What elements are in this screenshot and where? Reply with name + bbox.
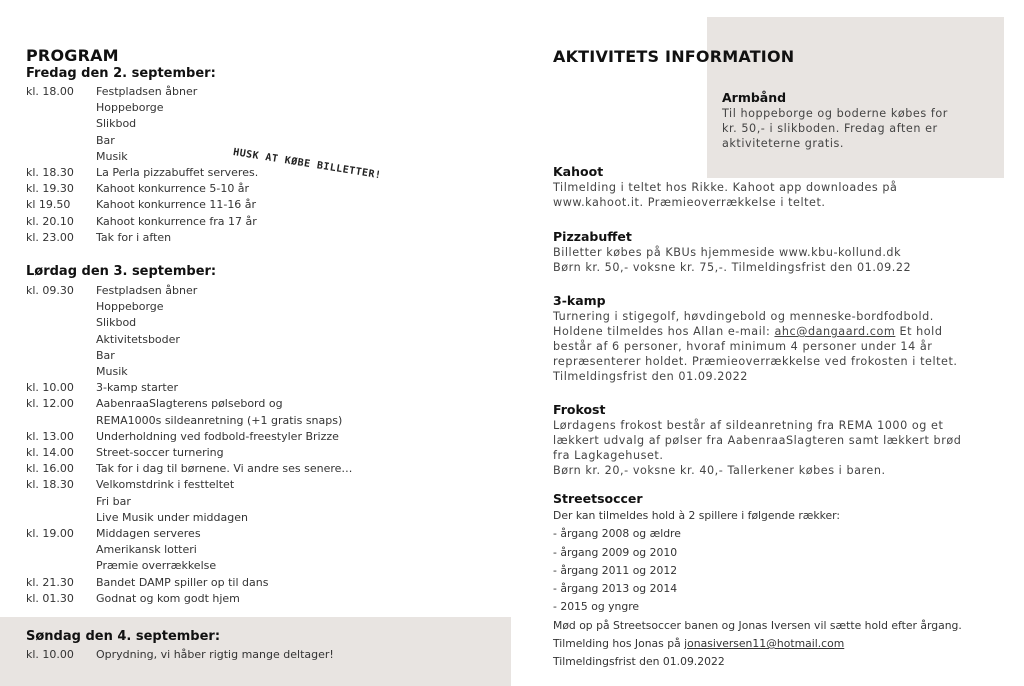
streetsoccer-line: - årgang 2009 og 2010	[553, 545, 678, 559]
schedule-event: Tak for i aften	[96, 230, 172, 244]
schedule-time: kl. 18.00	[26, 85, 74, 98]
pizza-section	[553, 228, 911, 275]
schedule-row	[26, 542, 506, 558]
schedule-time: kl. 13.00	[26, 429, 74, 443]
schedule-event: Kahoot konkurrence 5-10 år	[96, 182, 250, 196]
schedule-time	[26, 332, 96, 348]
frokost-line: Lørdagens frokost består af sildeanretning fra REMA 1000 og et	[553, 419, 944, 432]
schedule-event: Bar	[96, 348, 115, 362]
streetsoccer-section	[553, 490, 962, 672]
schedule-event: REMA1000s sildeanretning (+1 gratis snaps)	[96, 413, 343, 427]
schedule-row	[26, 181, 506, 197]
schedule-row	[26, 445, 506, 461]
schedule-time: kl. 10.00	[26, 648, 74, 661]
sunday-heading: Søndag den 4. september:	[26, 629, 221, 644]
schedule-time	[26, 133, 96, 149]
schedule-time	[26, 315, 96, 331]
frokost-section	[553, 401, 961, 478]
schedule-time	[26, 364, 96, 380]
schedule-event: Aktivitetsboder	[96, 332, 180, 346]
streetsoccer-deadline: Tilmeldingsfrist den 01.09.2022	[553, 655, 725, 669]
schedule-row	[26, 647, 506, 663]
schedule-event: Slikbod	[96, 316, 137, 330]
streetsoccer-line: - årgang 2013 og 2014	[553, 582, 678, 596]
schedule-time: kl. 20.10	[26, 214, 74, 228]
schedule-event: Festpladsen åbner	[96, 284, 198, 297]
schedule-row	[26, 526, 506, 542]
saturday-heading: Lørdag den 3. september:	[26, 264, 217, 279]
schedule-time: kl. 09.30	[26, 284, 74, 297]
pizza-line: Børn kr. 50,- voksne kr. 75,-. Tilmeldingsfrist den 01.09.22	[553, 261, 912, 274]
schedule-row	[26, 116, 506, 132]
schedule-event: Bar	[96, 133, 115, 147]
schedule-row	[26, 133, 506, 149]
schedule-row	[26, 429, 506, 445]
schedule-event: Fri bar	[96, 494, 131, 508]
program-title: PROGRAM	[26, 46, 119, 65]
schedule-row	[26, 575, 506, 591]
schedule-event: Hoppeborge	[96, 101, 164, 115]
schedule-time	[26, 542, 96, 558]
armband-section	[722, 89, 948, 151]
three-kamp-line: består af 6 personer, hvoraf minimum 4 personer under 14 år	[553, 340, 933, 353]
schedule-time: kl. 12.00	[26, 397, 74, 411]
schedule-row	[26, 494, 506, 510]
three-kamp-line	[553, 324, 958, 339]
armband-line: aktiviteterne gratis.	[722, 137, 845, 150]
schedule-row	[26, 558, 506, 574]
jonas-email-link[interactable]: jonasiversen11@hotmail.com	[684, 637, 845, 651]
schedule-row	[26, 510, 506, 526]
kahoot-line: www.kahoot.it. Præmieoverrækkelse i teltet.	[553, 196, 826, 209]
streetsoccer-line: - årgang 2011 og 2012	[553, 563, 678, 577]
schedule-event: Tak for i dag til børnene. Vi andre ses senere…	[96, 462, 353, 476]
schedule-event: Hoppeborge	[96, 300, 164, 314]
schedule-row	[26, 348, 506, 364]
schedule-event: 3-kamp starter	[96, 381, 178, 395]
three-kamp-section	[553, 292, 958, 384]
three-kamp-line: Tilmeldingsfrist den 01.09.2022	[553, 370, 748, 383]
schedule-time: kl. 10.00	[26, 381, 74, 395]
schedule-time: kl. 19.00	[26, 527, 74, 541]
schedule-event: Kahoot konkurrence fra 17 år	[96, 214, 257, 228]
armband-line: kr. 50,- i slikboden. Fredag aften er	[722, 122, 938, 135]
streetsoccer-contact-text: Tilmelding hos Jonas på	[553, 637, 685, 651]
schedule-event: Kahoot konkurrence 11-16 år	[96, 198, 257, 212]
schedule-row	[26, 165, 506, 181]
armband-heading: Armbånd	[722, 90, 787, 105]
schedule-event: Musik	[96, 365, 128, 379]
allan-email-link[interactable]: ahc@dangaard.com	[774, 325, 896, 338]
schedule-time	[26, 116, 96, 132]
schedule-row	[26, 100, 506, 116]
schedule-time	[26, 494, 96, 510]
streetsoccer-contact	[553, 635, 962, 653]
armband-line: Til hoppeborge og boderne købes for	[722, 107, 948, 120]
streetsoccer-heading: Streetsoccer	[553, 491, 643, 506]
schedule-time	[26, 413, 96, 429]
three-kamp-contact-tail: Et hold	[895, 325, 943, 338]
schedule-row	[26, 214, 506, 230]
three-kamp-line: Turnering i stigegolf, høvdingebold og menneske-bordfodbold.	[553, 310, 934, 323]
saturday-schedule	[26, 283, 506, 607]
schedule-row	[26, 299, 506, 315]
streetsoccer-line: - årgang 2008 og ældre	[553, 527, 681, 541]
schedule-event: Bandet DAMP spiller op til dans	[96, 575, 269, 589]
schedule-time	[26, 100, 96, 116]
schedule-time: kl. 21.30	[26, 575, 74, 589]
schedule-time	[26, 299, 96, 315]
schedule-row	[26, 396, 506, 412]
streetsoccer-line: - 2015 og yngre	[553, 600, 640, 614]
frokost-line: fra Lagkagehuset.	[553, 449, 664, 462]
three-kamp-line: repræsenterer holdet. Præmieoverrækkelse ved frokosten i teltet.	[553, 355, 958, 368]
schedule-row	[26, 332, 506, 348]
schedule-row	[26, 84, 506, 100]
schedule-event: Præmie overrækkelse	[96, 559, 217, 573]
kahoot-heading: Kahoot	[553, 164, 604, 179]
schedule-row	[26, 380, 506, 396]
schedule-row	[26, 477, 506, 493]
kahoot-section	[553, 163, 897, 210]
schedule-row	[26, 283, 506, 299]
schedule-event: Underholdning ved fodbold-freestyler Brizze	[96, 429, 339, 443]
schedule-event: Live Musik under middagen	[96, 510, 248, 524]
schedule-event: Slikbod	[96, 117, 137, 131]
schedule-time: kl. 19.30	[26, 182, 74, 196]
schedule-time: kl. 23.00	[26, 230, 74, 244]
frokost-heading: Frokost	[553, 402, 606, 417]
three-kamp-heading: 3-kamp	[553, 293, 606, 308]
schedule-time	[26, 558, 96, 574]
schedule-row	[26, 315, 506, 331]
schedule-row	[26, 413, 506, 429]
schedule-row	[26, 461, 506, 477]
schedule-event: Amerikansk lotteri	[96, 543, 197, 557]
schedule-row	[26, 364, 506, 380]
schedule-event: Godnat og kom godt hjem	[96, 591, 240, 605]
ticket-reminder-handwriting: HUSK AT KØBE BILLETTER!	[232, 147, 383, 182]
schedule-time: kl. 18.30	[26, 478, 74, 492]
activity-info-title: AKTIVITETS INFORMATION	[553, 47, 795, 66]
streetsoccer-line: Der kan tilmeldes hold à 2 spillere i følgende rækker:	[553, 509, 841, 522]
schedule-event: Festpladsen åbner	[96, 85, 198, 98]
streetsoccer-line: Mød op på Streetsoccer banen og Jonas Iversen vil sætte hold efter årgang.	[553, 618, 962, 632]
schedule-time: kl. 01.30	[26, 591, 74, 605]
schedule-time	[26, 510, 96, 526]
schedule-time: kl 19.50	[26, 198, 71, 212]
three-kamp-contact-text: Holdene tilmeldes hos Allan e-mail:	[553, 325, 775, 338]
schedule-time	[26, 149, 96, 165]
kahoot-line: Tilmelding i teltet hos Rikke. Kahoot app downloades på	[553, 181, 898, 194]
schedule-time: kl. 16.00	[26, 462, 74, 476]
schedule-event: Oprydning, vi håber rigtig mange deltager!	[96, 648, 334, 661]
pizza-heading: Pizzabuffet	[553, 229, 632, 244]
schedule-event: AabenraaSlagterens pølsebord og	[96, 397, 283, 411]
schedule-event: La Perla pizzabuffet serveres.	[96, 166, 259, 180]
schedule-row	[26, 197, 506, 213]
sunday-schedule	[26, 647, 506, 663]
frokost-line: lækkert udvalg af pølser fra AabenraaSlagteren samt lækkert brød	[553, 434, 962, 447]
schedule-event: Middagen serveres	[96, 527, 201, 541]
schedule-time: kl. 18.30	[26, 166, 74, 180]
friday-heading: Fredag den 2. september:	[26, 66, 216, 81]
pizza-line: Billetter købes på KBUs hjemmeside www.kbu-kollund.dk	[553, 246, 902, 259]
schedule-event: Musik	[96, 149, 128, 163]
schedule-time	[26, 348, 96, 364]
schedule-row	[26, 230, 506, 246]
schedule-event: Street-soccer turnering	[96, 446, 224, 460]
frokost-line: Børn kr. 20,- voksne kr. 40,- Tallerkener købes i baren.	[553, 464, 886, 477]
friday-schedule	[26, 84, 506, 246]
schedule-event: Velkomstdrink i festteltet	[96, 478, 235, 492]
schedule-time: kl. 14.00	[26, 446, 74, 460]
schedule-row	[26, 591, 506, 607]
